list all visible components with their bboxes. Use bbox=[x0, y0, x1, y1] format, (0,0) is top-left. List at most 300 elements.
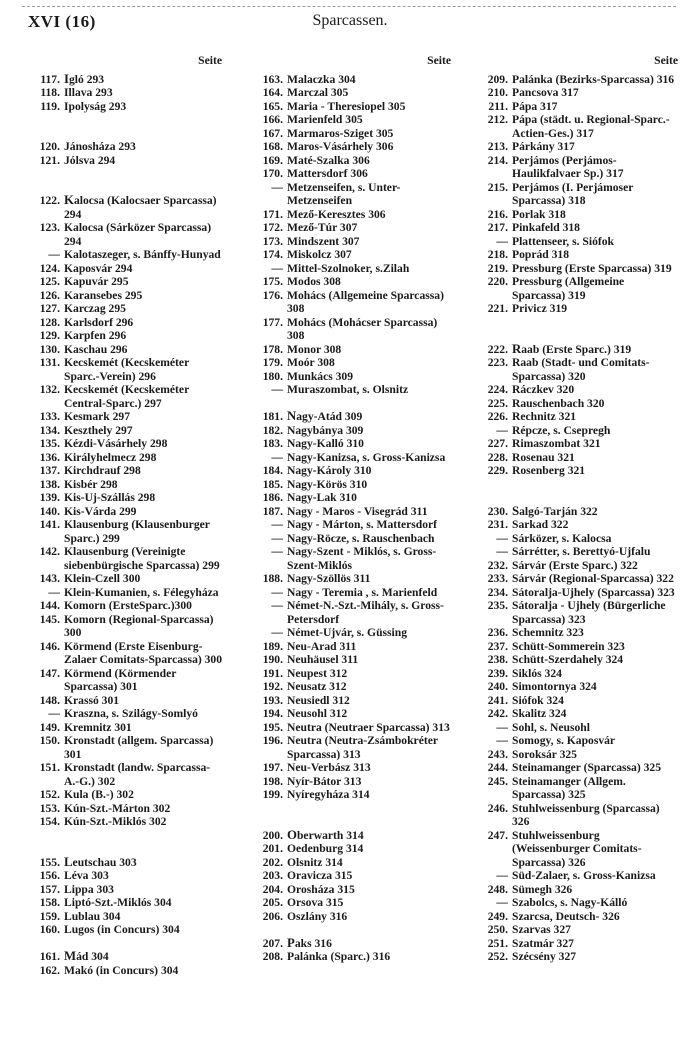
entry-text: Körmend (Erste Eisenburg-Zalaer Comitats-Sparcassa) 300 bbox=[64, 639, 223, 666]
index-entry bbox=[30, 154, 222, 168]
index-entry bbox=[253, 235, 451, 249]
index-entry bbox=[478, 532, 678, 546]
entry-number: 124. bbox=[39, 261, 60, 275]
entry-number: 242. bbox=[487, 707, 508, 720]
entry-number: 151. bbox=[39, 761, 60, 774]
entry-text: Nagy-Károly 310 bbox=[287, 464, 372, 477]
entry-number: 183. bbox=[262, 437, 283, 450]
entry-number: — bbox=[271, 599, 283, 612]
index-entry bbox=[478, 113, 678, 140]
entry-number: 143. bbox=[39, 572, 60, 585]
entry-number: 125. bbox=[39, 275, 60, 288]
entry-text: Ráczkev 320 bbox=[512, 383, 575, 396]
index-entry bbox=[30, 667, 222, 694]
entry-number: 203. bbox=[262, 869, 283, 882]
entry-text: Nagy - Márton, s. Mattersdorf bbox=[287, 518, 438, 531]
index-entry bbox=[253, 950, 451, 964]
entry-text: Oszlány 316 bbox=[287, 909, 348, 923]
index-entry bbox=[478, 302, 678, 316]
entry-number: — bbox=[496, 896, 508, 909]
entry-number: 193. bbox=[262, 693, 283, 707]
entry-number: — bbox=[48, 707, 60, 720]
index-entry bbox=[478, 640, 678, 654]
index-entry bbox=[253, 883, 451, 897]
entry-number: 200. bbox=[262, 828, 283, 842]
index-entry bbox=[478, 910, 678, 924]
index-entry bbox=[478, 869, 678, 883]
section-initial: L bbox=[64, 854, 73, 869]
entry-text: Oedenburg 314 bbox=[287, 842, 364, 855]
entry-number: 199. bbox=[262, 788, 283, 801]
seite-label: Seite bbox=[427, 54, 451, 67]
index-entry bbox=[253, 424, 451, 438]
index-entry bbox=[253, 383, 451, 397]
index-entry bbox=[253, 437, 451, 451]
entry-text: Pancsova 317 bbox=[512, 86, 579, 99]
entry-text: Nagy-Szent - Miklós, s. Gross-Szent-Miklós bbox=[287, 545, 437, 572]
entry-text: Orsova 315 bbox=[287, 896, 344, 909]
entry-text: Kalotaszeger, s. Bánffy-Hunyad bbox=[64, 248, 221, 261]
entry-number: — bbox=[271, 518, 283, 531]
entry-number: 121. bbox=[39, 153, 60, 167]
entry-text: Királyhelmecz 298 bbox=[64, 450, 157, 464]
entry-text: Marczal 305 bbox=[287, 86, 349, 99]
entry-number: — bbox=[271, 545, 283, 558]
index-entry bbox=[253, 113, 451, 127]
index-entry bbox=[478, 505, 678, 519]
entry-number: 119. bbox=[40, 99, 60, 113]
entry-number: 202. bbox=[262, 855, 283, 869]
entry-text bbox=[64, 950, 222, 964]
entry-number: 219. bbox=[487, 261, 508, 275]
entry-text: Pressburg (Allgemeine Sparcassa) 319 bbox=[512, 275, 625, 302]
entry-number: 226. bbox=[487, 410, 508, 423]
entry-number: 144. bbox=[39, 599, 60, 612]
index-entry bbox=[30, 73, 222, 87]
index-entry bbox=[30, 262, 222, 276]
entry-text: Rimaszombat 321 bbox=[512, 437, 601, 450]
index-entry bbox=[478, 262, 678, 276]
entry-text: Süd-Zalaer, s. Gross-Kanizsa bbox=[512, 869, 656, 882]
index-entry bbox=[253, 734, 451, 761]
index-entry bbox=[478, 707, 678, 721]
entry-text: Perjámos (Perjámos-Haulikfalvaer Sp.) 317 bbox=[512, 153, 624, 180]
entry-number: 122. bbox=[39, 194, 60, 207]
entry-text: Palánka (Bezirks-Sparcassa) 316 bbox=[512, 72, 675, 86]
entry-number: 181. bbox=[262, 410, 283, 423]
index-entry bbox=[478, 343, 678, 357]
index-entry bbox=[253, 545, 451, 572]
entry-number: 191. bbox=[262, 666, 283, 680]
entry-number: 155. bbox=[39, 855, 60, 869]
entry-number: 141. bbox=[39, 518, 60, 531]
index-entry bbox=[478, 950, 678, 964]
entry-text: Steinamanger (Sparcassa) 325 bbox=[512, 761, 662, 774]
entry-text: Pinkafeld 318 bbox=[512, 221, 580, 234]
index-entry bbox=[30, 572, 222, 586]
seite-label: Seite bbox=[654, 54, 678, 67]
entry-number: 206. bbox=[262, 909, 283, 923]
entry-number: 215. bbox=[487, 180, 508, 194]
entry-number: 220. bbox=[487, 275, 508, 288]
entry-text: Német-N.-Szt.-Mihály, s. Gross-Petersdorf bbox=[287, 599, 444, 626]
entry-number: 159. bbox=[39, 909, 60, 923]
entry-text: Krassó 301 bbox=[64, 693, 120, 707]
index-entry bbox=[253, 896, 451, 910]
index-entry bbox=[253, 410, 451, 424]
entry-text: Siófok 324 bbox=[512, 693, 564, 707]
entry-number: 221. bbox=[487, 302, 508, 315]
index-entry bbox=[253, 221, 451, 235]
entry-number: 250. bbox=[487, 923, 508, 936]
index-entry bbox=[253, 694, 451, 708]
entry-number: 176. bbox=[262, 288, 283, 302]
entry-number: 194. bbox=[262, 707, 283, 720]
index-entry bbox=[478, 545, 678, 559]
index-entry bbox=[478, 356, 678, 383]
entry-text: Schütt-Szerdahely 324 bbox=[512, 653, 624, 666]
entry-text: Sárvár (Erste Sparc.) 322 bbox=[512, 558, 638, 572]
index-entry bbox=[478, 653, 678, 667]
entry-text: Neutra (Neutra-Zsámbokréter Sparcassa) 313 bbox=[287, 734, 438, 761]
entry-text: Léva 303 bbox=[64, 869, 109, 882]
entry-number: 247. bbox=[487, 828, 508, 842]
entry-number: — bbox=[496, 545, 508, 558]
entry-number: 210. bbox=[487, 86, 508, 99]
entry-number: 231. bbox=[487, 518, 508, 531]
index-entry bbox=[30, 721, 222, 735]
entry-text: Perjámos (I. Perjámoser Sparcassa) 318 bbox=[512, 180, 634, 207]
index-entry bbox=[253, 599, 451, 626]
entry-text: Metzenseifen, s. Unter-Metzenseifen bbox=[287, 180, 401, 207]
index-entry bbox=[253, 478, 451, 492]
entry-number: 129. bbox=[39, 329, 60, 342]
index-entry bbox=[478, 586, 678, 600]
entry-text: Karpfen 296 bbox=[64, 329, 127, 342]
entry-text: Neutra (Neutraer Sparcassa) 313 bbox=[287, 720, 450, 734]
section-initial: S bbox=[512, 503, 520, 518]
entry-text: Jánosháza 293 bbox=[64, 140, 136, 153]
entry-text: Poprád 318 bbox=[512, 248, 570, 261]
entry-number: 148. bbox=[39, 693, 60, 707]
index-entry bbox=[30, 100, 222, 114]
index-entry bbox=[478, 181, 678, 208]
entry-number: 245. bbox=[487, 774, 508, 788]
entry-number: — bbox=[271, 261, 283, 275]
entry-number: 149. bbox=[39, 720, 60, 734]
entry-text: Raab (Stadt- und Comitats-Sparcassa) 320 bbox=[512, 356, 650, 383]
entry-number: 236. bbox=[487, 626, 508, 639]
entry-number: — bbox=[496, 720, 508, 734]
entry-text: Német-Ujvár, s. Güssing bbox=[287, 626, 408, 639]
entry-text: Miskolcz 307 bbox=[287, 248, 352, 261]
entry-number: 186. bbox=[262, 491, 283, 504]
entry-number: 182. bbox=[262, 423, 283, 437]
index-entry bbox=[478, 451, 678, 465]
index-entry bbox=[478, 248, 678, 262]
index-entry bbox=[253, 937, 451, 951]
entry-number: 152. bbox=[39, 788, 60, 801]
entry-number: 172. bbox=[262, 221, 283, 234]
index-entry bbox=[30, 761, 222, 788]
index-entry bbox=[30, 883, 222, 897]
index-entry bbox=[478, 802, 678, 829]
index-entry bbox=[30, 923, 222, 937]
entry-number: 137. bbox=[39, 464, 60, 477]
entry-text: Lugos (in Concurs) 304 bbox=[64, 923, 180, 936]
entry-text: Kis-Uj-Szállás 298 bbox=[64, 491, 156, 504]
entry-text: Maros-Vásárhely 306 bbox=[287, 140, 394, 153]
index-entry bbox=[253, 572, 451, 586]
entry-text: Makó (in Concurs) 304 bbox=[64, 963, 179, 977]
entry-number: — bbox=[48, 248, 60, 261]
entry-text: Schemnitz 323 bbox=[512, 626, 584, 639]
entry-text: Mező-Keresztes 306 bbox=[287, 207, 386, 221]
entry-number: 213. bbox=[487, 140, 508, 153]
index-entry bbox=[478, 154, 678, 181]
index-entry bbox=[30, 896, 222, 910]
entry-number: 235. bbox=[487, 599, 508, 612]
index-entry bbox=[30, 316, 222, 330]
entry-number: 162. bbox=[39, 963, 60, 977]
entry-text: Oravicza 315 bbox=[287, 869, 353, 882]
entry-text: Pápa (städt. u. Regional-Sparc.-Actien-Ges.) 317 bbox=[512, 113, 670, 140]
entry-rest: algó-Tarján 322 bbox=[519, 504, 598, 518]
entry-text: Palánka (Sparc.) 316 bbox=[287, 950, 391, 963]
entry-text: Ipolyság 293 bbox=[64, 99, 127, 113]
index-entry bbox=[30, 734, 222, 761]
entry-text: Plattenseer, s. Siófok bbox=[512, 234, 614, 248]
entry-number: — bbox=[271, 383, 283, 396]
index-entry bbox=[478, 937, 678, 951]
entry-number: 179. bbox=[262, 356, 283, 369]
entry-number: — bbox=[271, 626, 283, 639]
index-entry bbox=[253, 856, 451, 870]
entry-text: Szabolcs, s. Nagy-Kálló bbox=[512, 896, 628, 909]
entry-text: Klausenburg (Klausenburger Sparc.) 299 bbox=[64, 518, 210, 545]
index-entry bbox=[30, 451, 222, 465]
entry-number: 225. bbox=[487, 396, 508, 410]
section-gap bbox=[30, 829, 222, 856]
entry-text bbox=[512, 343, 678, 357]
index-entry bbox=[478, 383, 678, 397]
index-entry bbox=[30, 964, 222, 978]
entry-number: 187. bbox=[262, 504, 283, 518]
entry-number: 195. bbox=[262, 720, 283, 734]
index-entry bbox=[478, 518, 678, 532]
entry-text: Nagy - Maros - Visegrád 311 bbox=[287, 504, 428, 518]
entry-text: Maria - Theresiopel 305 bbox=[287, 99, 406, 113]
entry-text: Nagy-Lak 310 bbox=[287, 491, 357, 504]
entry-text: Liptó-Szt.-Miklós 304 bbox=[64, 896, 172, 909]
index-entry bbox=[253, 505, 451, 519]
entry-number: 249. bbox=[487, 909, 508, 923]
entry-text: Somogy, s. Kaposvár bbox=[512, 734, 616, 747]
entry-number: 173. bbox=[262, 234, 283, 248]
index-entry bbox=[253, 910, 451, 924]
entry-number: 216. bbox=[487, 207, 508, 221]
entry-text: Skalitz 324 bbox=[512, 707, 567, 720]
entry-text: Neu-Arad 311 bbox=[287, 639, 357, 653]
entry-number: 171. bbox=[262, 207, 283, 221]
index-entry bbox=[478, 680, 678, 694]
index-entry bbox=[478, 100, 678, 114]
index-entry bbox=[478, 86, 678, 100]
index-entry bbox=[253, 491, 451, 505]
index-entry bbox=[478, 896, 678, 910]
entry-text: Neu-Verbász 313 bbox=[287, 761, 371, 774]
entry-text bbox=[287, 937, 451, 951]
entry-number: 138. bbox=[39, 477, 60, 491]
entry-text bbox=[64, 73, 222, 87]
entry-text: Mattersdorf 306 bbox=[287, 167, 368, 180]
entry-number: 217. bbox=[487, 221, 508, 234]
index-entry bbox=[253, 208, 451, 222]
entry-text: Komorn (ErsteSparc.)300 bbox=[64, 599, 192, 612]
entry-text: Orosháza 315 bbox=[287, 882, 355, 896]
entry-text: Illava 293 bbox=[64, 86, 113, 99]
entry-number: 218. bbox=[487, 248, 508, 261]
entry-text: Mittel-Szolnoker, s.Zilah bbox=[287, 261, 410, 275]
index-entry bbox=[478, 559, 678, 573]
entry-number: 224. bbox=[487, 383, 508, 396]
index-entry bbox=[253, 532, 451, 546]
index-entry bbox=[253, 100, 451, 114]
entry-text: Neusiedl 312 bbox=[287, 693, 350, 707]
index-entry bbox=[478, 734, 678, 748]
entry-number: — bbox=[271, 585, 283, 599]
entry-text: Olsnitz 314 bbox=[287, 855, 343, 869]
index-entry bbox=[30, 356, 222, 383]
entry-number: 160. bbox=[39, 923, 60, 936]
entry-number: 146. bbox=[39, 639, 60, 653]
entry-number: — bbox=[496, 423, 508, 437]
section-initial: N bbox=[287, 409, 297, 423]
entry-text: Mindszent 307 bbox=[287, 234, 360, 248]
entry-number: 140. bbox=[39, 504, 60, 518]
entry-number: 198. bbox=[262, 774, 283, 788]
entry-text: Kesmark 297 bbox=[64, 410, 131, 423]
entry-text: Neusohl 312 bbox=[287, 707, 348, 720]
entry-rest: gló 293 bbox=[68, 72, 105, 86]
entry-text: Nyír-Bátor 313 bbox=[287, 774, 362, 788]
entry-text: Nagy-Röcze, s. Rauschenbach bbox=[287, 531, 435, 545]
entry-text: Marienfeld 305 bbox=[287, 113, 363, 126]
entry-number: 237. bbox=[487, 639, 508, 653]
entry-number: 189. bbox=[262, 639, 283, 653]
entry-number: 117. bbox=[40, 72, 60, 86]
entry-number: 252. bbox=[487, 950, 508, 963]
index-entry bbox=[478, 883, 678, 897]
entry-text bbox=[287, 410, 451, 424]
entry-number: 118. bbox=[40, 86, 60, 99]
entry-text: Kronstadt (landw. Sparcassa-A.-G.) 302 bbox=[64, 761, 211, 788]
index-entry bbox=[30, 248, 222, 262]
entry-number: 157. bbox=[39, 882, 60, 896]
entry-text: Porlak 318 bbox=[512, 207, 566, 221]
index-entry bbox=[478, 667, 678, 681]
index-entry bbox=[478, 923, 678, 937]
index-entry bbox=[30, 599, 222, 613]
entry-text: Sarkad 322 bbox=[512, 518, 569, 531]
entry-text: Keszthely 297 bbox=[64, 423, 133, 437]
entry-text: Sárrétter, s. Berettyó-Ujfalu bbox=[512, 545, 651, 558]
section-gap bbox=[253, 923, 451, 937]
entry-number: 230. bbox=[487, 504, 508, 518]
index-entry bbox=[30, 329, 222, 343]
index-entry bbox=[478, 275, 678, 302]
entry-number: — bbox=[271, 531, 283, 545]
entry-text: Munkács 309 bbox=[287, 369, 354, 383]
entry-text: Moór 308 bbox=[287, 356, 335, 369]
entry-number: 150. bbox=[39, 734, 60, 747]
index-entry bbox=[30, 410, 222, 424]
entry-text: Kecskemét (Kecskeméter Central-Sparc.) 297 bbox=[64, 383, 190, 410]
index-entry bbox=[30, 464, 222, 478]
index-entry bbox=[253, 626, 451, 640]
section-initial: P bbox=[287, 935, 295, 950]
entry-text: Siklós 324 bbox=[512, 666, 562, 680]
index-entry bbox=[253, 127, 451, 141]
index-entry bbox=[253, 464, 451, 478]
entry-text: Kisbér 298 bbox=[64, 477, 118, 491]
index-entry bbox=[253, 680, 451, 694]
entry-text: Kún-Szt.-Márton 302 bbox=[64, 801, 171, 815]
entry-text: Kapuvár 295 bbox=[64, 275, 129, 288]
entry-number: 142. bbox=[39, 545, 60, 558]
index-entry bbox=[253, 518, 451, 532]
index-entry bbox=[30, 910, 222, 924]
entry-text: Nagy - Teremia , s. Marienfeld bbox=[287, 585, 438, 599]
entry-number: 127. bbox=[39, 302, 60, 315]
entry-number: 251. bbox=[487, 936, 508, 950]
entry-text bbox=[64, 856, 222, 870]
entry-number: 209. bbox=[487, 72, 508, 86]
entry-text: Kaposvár 294 bbox=[64, 261, 133, 275]
index-entry bbox=[30, 86, 222, 100]
entry-text: Kronstadt (allgem. Sparcassa) 301 bbox=[64, 734, 214, 761]
entry-number: 168. bbox=[262, 140, 283, 153]
index-entry bbox=[30, 707, 222, 721]
index-entry bbox=[253, 761, 451, 775]
section-gap bbox=[30, 113, 222, 140]
entry-text: Klein-Czell 300 bbox=[64, 572, 141, 585]
section-gap bbox=[253, 802, 451, 829]
index-entry bbox=[253, 586, 451, 600]
entry-rest: alocsa (Kalocsaer Sparcassa) 294 bbox=[64, 194, 217, 221]
entry-number: 180. bbox=[262, 369, 283, 383]
entry-number: 166. bbox=[262, 113, 283, 126]
entry-number: — bbox=[496, 734, 508, 747]
entry-text: Nyíregyháza 314 bbox=[287, 788, 370, 801]
entry-number: 161. bbox=[39, 950, 60, 963]
entry-number: 163. bbox=[262, 72, 283, 86]
index-entry bbox=[253, 667, 451, 681]
entry-number: 156. bbox=[39, 869, 60, 882]
section-gap bbox=[478, 316, 678, 343]
entry-number: 120. bbox=[39, 140, 60, 153]
entry-number: 184. bbox=[262, 464, 283, 477]
index-entry bbox=[253, 343, 451, 357]
index-entry bbox=[30, 869, 222, 883]
entry-number: 132. bbox=[39, 383, 60, 396]
section-initial: R bbox=[512, 341, 522, 356]
index-entry bbox=[478, 235, 678, 249]
entry-number: 208. bbox=[262, 950, 283, 963]
entry-text: Komorn (Regional-Sparcassa) 300 bbox=[64, 612, 214, 639]
entry-number: 165. bbox=[262, 99, 283, 113]
index-entry bbox=[478, 437, 678, 451]
